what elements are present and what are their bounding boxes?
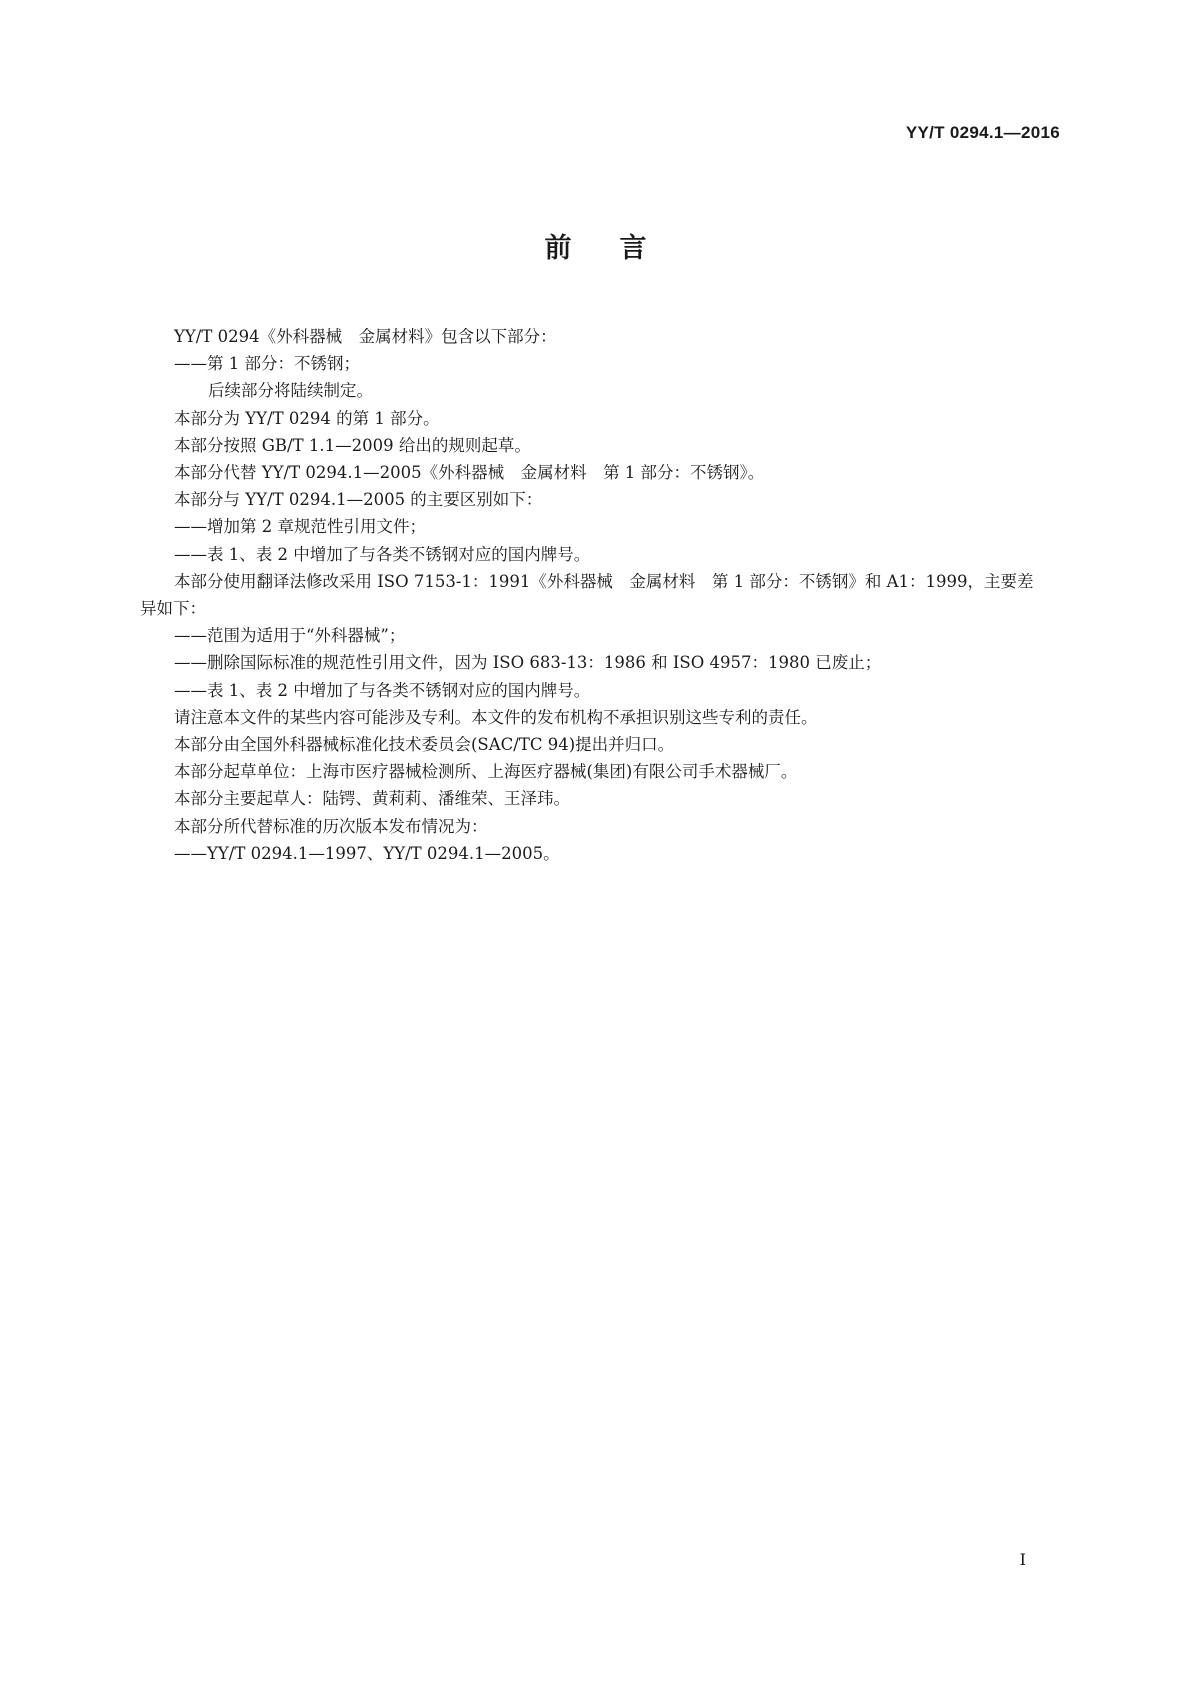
list-item-difference-1: ——增加第 2 章规范性引用文件； bbox=[174, 517, 426, 537]
paragraph-translation-method: 本部分使用翻译法修改采用 ISO 7153-1：1991《外科器械 金属材料 第 1 部分：不锈钢》和 A1：1999，主要差异如下： bbox=[140, 571, 1034, 619]
paragraph-drafting-units: 本部分起草单位：上海市医疗器械检测所、上海医疗器械(集团)有限公司手术器械厂。 bbox=[174, 762, 798, 782]
paragraph-part-of: 本部分为 YY/T 0294 的第 1 部分。 bbox=[174, 408, 440, 428]
paragraph-drafting-rules: 本部分按照 GB/T 1.1—2009 给出的规则起草。 bbox=[174, 435, 531, 455]
list-item-variance-3: ——表 1、表 2 中增加了与各类不锈钢对应的国内牌号。 bbox=[174, 680, 591, 700]
page-title: 前言 bbox=[544, 233, 695, 264]
paragraph-differences-intro: 本部分与 YY/T 0294.1—2005 的主要区别如下： bbox=[174, 490, 543, 510]
list-item-difference-2: ——表 1、表 2 中增加了与各类不锈钢对应的国内牌号。 bbox=[174, 544, 591, 564]
standard-code: YY/T 0294.1—2016 bbox=[905, 123, 1060, 142]
list-item-part-1: ——第 1 部分：不锈钢； bbox=[174, 354, 360, 374]
list-item-variance-2: ——删除国际标准的规范性引用文件，因为 ISO 683-13：1986 和 ISO 4957：1980 已废止； bbox=[174, 653, 882, 673]
list-item-variance-1: ——范围为适用于“外科器械”； bbox=[174, 626, 406, 646]
page-number: I bbox=[1019, 1550, 1026, 1569]
paragraph-patent-notice: 请注意本文件的某些内容可能涉及专利。本文件的发布机构不承担识别这些专利的责任。 bbox=[174, 707, 818, 727]
paragraph-parts-intro: YY/T 0294《外科器械 金属材料》包含以下部分： bbox=[174, 327, 557, 346]
paragraph-drafters: 本部分主要起草人：陆锷、黄莉莉、潘维荣、王泽玮。 bbox=[174, 789, 570, 809]
list-item-history: ——YY/T 0294.1—1997、YY/T 0294.1—2005。 bbox=[174, 843, 560, 863]
paragraph-proposed-by: 本部分由全国外科器械标准化技术委员会(SAC/TC 94)提出并归口。 bbox=[174, 735, 675, 755]
paragraph-history-intro: 本部分所代替标准的历次版本发布情况为： bbox=[174, 816, 488, 836]
foreword-body bbox=[140, 323, 1050, 867]
paragraph-replaces: 本部分代替 YY/T 0294.1—2005《外科器械 金属材料 第 1 部分：不锈钢》。 bbox=[174, 463, 765, 483]
paragraph-future-parts: 后续部分将陆续制定。 bbox=[208, 381, 373, 401]
